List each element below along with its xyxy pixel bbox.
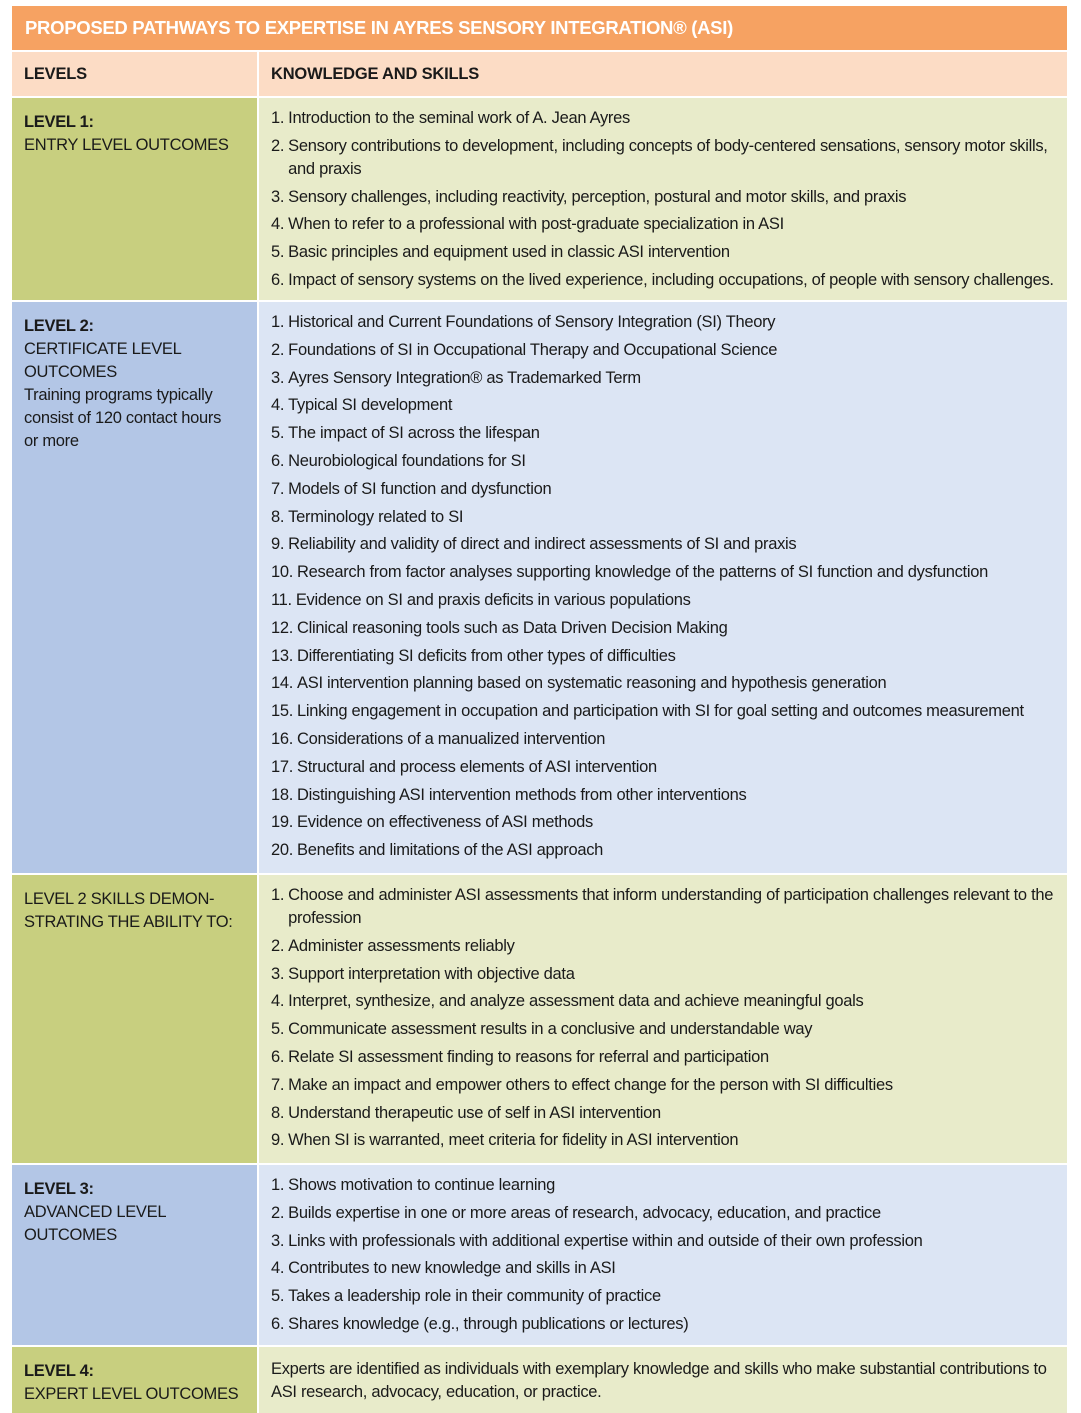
list-item bbox=[271, 135, 1057, 181]
item-text: Links with professionals with additional expertise within and outside of their own profession bbox=[288, 1231, 923, 1250]
items-cell bbox=[259, 1165, 1067, 1345]
item-number: 7. bbox=[271, 479, 285, 498]
items-cell bbox=[259, 98, 1067, 300]
item-text: Research from factor analyses supporting knowledge of the patterns of SI function and dysfunction bbox=[297, 563, 988, 582]
item-number: 3. bbox=[271, 368, 285, 387]
item-text: When to refer to a professional with post-graduate specialization in ASI bbox=[288, 215, 784, 234]
item-text: Ayres Sensory Integration® as Trademarked Term bbox=[288, 368, 641, 387]
item-text: Choose and administer ASI assessments that inform understanding of participation challenges relevant to the profession bbox=[288, 886, 1054, 927]
item-number: 2. bbox=[271, 1203, 285, 1222]
list-item bbox=[271, 269, 1057, 292]
list-item bbox=[271, 1102, 1057, 1125]
items-cell bbox=[259, 875, 1067, 1163]
item-text: Clinical reasoning tools such as Data Driven Decision Making bbox=[297, 618, 728, 637]
item-text: Introduction to the seminal work of A. Jean Ayres bbox=[288, 109, 630, 127]
list-item bbox=[271, 1257, 1057, 1280]
level-title: LEVEL 3: bbox=[24, 1180, 94, 1198]
list-item bbox=[271, 450, 1057, 473]
level-cell bbox=[12, 302, 259, 873]
item-text: The impact of SI across the lifespan bbox=[288, 424, 540, 443]
item-text: Support interpretation with objective data bbox=[288, 964, 575, 983]
item-number: 8. bbox=[271, 1103, 285, 1122]
level-cell bbox=[12, 875, 259, 1163]
item-text: Distinguishing ASI intervention methods from other interventions bbox=[297, 785, 747, 804]
list-item bbox=[271, 700, 1057, 723]
item-number: 1. bbox=[271, 109, 285, 127]
list-item bbox=[271, 811, 1057, 834]
item-text: Shares knowledge (e.g., through publications or lectures) bbox=[288, 1314, 689, 1333]
level-line: STRATING THE ABILITY TO: bbox=[24, 913, 233, 931]
table-row-level-4 bbox=[12, 1347, 1067, 1413]
item-text: Make an impact and empower others to effect change for the person with SI difficulties bbox=[288, 1075, 893, 1094]
item-number: 6. bbox=[271, 270, 285, 289]
item-text: Interpret, synthesize, and analyze assessment data and achieve meaningful goals bbox=[288, 992, 864, 1011]
item-text: Builds expertise in one or more areas of research, advocacy, education, and practice bbox=[288, 1203, 881, 1222]
item-number: 5. bbox=[271, 243, 285, 262]
item-text: Sensory challenges, including reactivity, perception, postural and motor skills, and praxis bbox=[288, 187, 907, 206]
item-text: Evidence on effectiveness of ASI methods bbox=[297, 813, 593, 832]
list-item bbox=[271, 1174, 1057, 1197]
item-number: 9. bbox=[271, 1131, 285, 1150]
level-title: LEVEL 2: bbox=[24, 317, 94, 335]
item-number: 5. bbox=[271, 424, 285, 443]
list-item bbox=[271, 990, 1057, 1013]
table-row-level-2-skills bbox=[12, 875, 1067, 1165]
item-number: 3. bbox=[271, 187, 285, 206]
list-item bbox=[271, 617, 1057, 640]
list-item bbox=[271, 1018, 1057, 1041]
level-line: LEVEL 2 SKILLS DEMON- bbox=[24, 890, 215, 908]
level-line: ADVANCED LEVEL OUTCOMES bbox=[24, 1203, 166, 1244]
item-text: Sensory contributions to development, including concepts of body-centered sensations, sensory motor skills, and praxis bbox=[288, 136, 1048, 178]
list-item bbox=[271, 241, 1057, 264]
list-item bbox=[271, 1230, 1057, 1253]
item-number: 19. bbox=[271, 813, 294, 832]
item-number: 4. bbox=[271, 992, 285, 1011]
item-text: Models of SI function and dysfunction bbox=[288, 479, 552, 498]
item-text: Impact of sensory systems on the lived experience, including occupations, of people with sensory challenges. bbox=[288, 270, 1054, 289]
item-number: 1. bbox=[271, 886, 285, 904]
item-number: 15. bbox=[271, 702, 294, 721]
list-item bbox=[271, 1313, 1057, 1336]
list-item bbox=[271, 1129, 1057, 1152]
list-item bbox=[271, 394, 1057, 417]
item-number: 16. bbox=[271, 729, 294, 748]
item-number: 20. bbox=[271, 841, 294, 860]
item-text: Historical and Current Foundations of Sensory Integration (SI) Theory bbox=[288, 313, 776, 331]
list-item bbox=[271, 728, 1057, 751]
list-item bbox=[271, 963, 1057, 986]
item-number: 13. bbox=[271, 646, 294, 665]
item-number: 9. bbox=[271, 535, 285, 554]
header-levels: LEVELS bbox=[12, 52, 259, 96]
level-line: ENTRY LEVEL OUTCOMES bbox=[24, 136, 229, 154]
item-number: 6. bbox=[271, 1314, 285, 1333]
list-item bbox=[271, 339, 1057, 362]
item-text: Shows motivation to continue learning bbox=[288, 1176, 555, 1194]
item-text: Communicate assessment results in a conclusive and understandable way bbox=[288, 1020, 813, 1039]
item-number: 1. bbox=[271, 313, 285, 331]
list-item bbox=[271, 839, 1057, 862]
item-text: Linking engagement in occupation and participation with SI for goal setting and outcomes measurement bbox=[297, 702, 1024, 721]
list-item bbox=[271, 645, 1057, 668]
list-item bbox=[271, 756, 1057, 779]
item-text: Takes a leadership role in their community of practice bbox=[288, 1287, 661, 1306]
header-knowledge-skills: KNOWLEDGE AND SKILLS bbox=[271, 65, 480, 83]
list-item bbox=[271, 589, 1057, 612]
list-item bbox=[271, 884, 1057, 930]
item-number: 8. bbox=[271, 507, 285, 526]
item-text: Structural and process elements of ASI intervention bbox=[297, 757, 657, 776]
level-cell bbox=[12, 98, 259, 300]
list-item bbox=[271, 213, 1057, 236]
item-number: 5. bbox=[271, 1020, 285, 1039]
table-row-level-1 bbox=[12, 98, 1067, 302]
list-item bbox=[271, 478, 1057, 501]
item-text: Typical SI development bbox=[288, 396, 453, 415]
item-number: 2. bbox=[271, 340, 285, 359]
expert-description: Experts are identified as individuals with exemplary knowledge and skills who make substantial contributions to ASI research, advocacy, education, or practice. bbox=[271, 1360, 1047, 1401]
list-item bbox=[271, 935, 1057, 958]
item-number: 3. bbox=[271, 964, 285, 983]
level-cell bbox=[12, 1165, 259, 1345]
list-item bbox=[271, 533, 1057, 556]
level-line: EXPERT LEVEL OUTCOMES bbox=[24, 1385, 239, 1403]
table-row-level-3 bbox=[12, 1165, 1067, 1347]
item-number: 17. bbox=[271, 757, 294, 776]
item-number: 6. bbox=[271, 1047, 285, 1066]
level-line: or more bbox=[24, 432, 79, 450]
item-number: 18. bbox=[271, 785, 294, 804]
list-item bbox=[271, 186, 1057, 209]
item-number: 10. bbox=[271, 563, 294, 582]
item-number: 7. bbox=[271, 1075, 285, 1094]
list-item bbox=[271, 107, 1057, 130]
table-row-level-2 bbox=[12, 302, 1067, 875]
item-text: Neurobiological foundations for SI bbox=[288, 451, 526, 470]
table-title: PROPOSED PATHWAYS TO EXPERTISE IN AYRES SENSORY INTEGRATION® (ASI) bbox=[12, 6, 1067, 50]
list-item bbox=[271, 422, 1057, 445]
level-line: Training programs typically bbox=[24, 386, 213, 404]
item-number: 14. bbox=[271, 674, 294, 693]
item-text: Foundations of SI in Occupational Therapy and Occupational Science bbox=[288, 340, 778, 359]
item-text: Considerations of a manualized intervention bbox=[297, 729, 606, 748]
item-text: Differentiating SI deficits from other types of difficulties bbox=[297, 646, 676, 665]
item-number: 2. bbox=[271, 936, 285, 955]
item-number: 4. bbox=[271, 1259, 285, 1278]
pathways-table bbox=[12, 6, 1067, 1413]
item-text: Administer assessments reliably bbox=[288, 936, 515, 955]
item-text: Basic principles and equipment used in classic ASI intervention bbox=[288, 243, 730, 262]
table-header bbox=[12, 50, 1067, 98]
item-text: Reliability and validity of direct and indirect assessments of SI and praxis bbox=[288, 535, 797, 554]
item-number: 12. bbox=[271, 618, 294, 637]
list-item bbox=[271, 1202, 1057, 1225]
items-cell bbox=[259, 1347, 1067, 1413]
list-item bbox=[271, 367, 1057, 390]
level-line: consist of 120 contact hours bbox=[24, 409, 222, 427]
item-number: 4. bbox=[271, 215, 285, 234]
item-number: 4. bbox=[271, 396, 285, 415]
item-text: ASI intervention planning based on systematic reasoning and hypothesis generation bbox=[297, 674, 887, 693]
item-text: Benefits and limitations of the ASI approach bbox=[297, 841, 604, 860]
list-item bbox=[271, 1046, 1057, 1069]
list-item bbox=[271, 561, 1057, 584]
item-number: 2. bbox=[271, 136, 285, 155]
level-cell bbox=[12, 1347, 259, 1413]
list-item bbox=[271, 1074, 1057, 1097]
item-text: When SI is warranted, meet criteria for fidelity in ASI intervention bbox=[288, 1131, 739, 1150]
level-line: OUTCOMES bbox=[24, 363, 117, 381]
list-item bbox=[271, 506, 1057, 529]
item-number: 6. bbox=[271, 451, 285, 470]
item-text: Contributes to new knowledge and skills in ASI bbox=[288, 1259, 616, 1278]
level-title: LEVEL 1: bbox=[24, 113, 94, 131]
level-title: LEVEL 4: bbox=[24, 1362, 94, 1380]
list-item bbox=[271, 784, 1057, 807]
item-number: 11. bbox=[271, 590, 292, 609]
level-line: CERTIFICATE LEVEL bbox=[24, 340, 182, 358]
item-number: 3. bbox=[271, 1231, 285, 1250]
list-item bbox=[271, 672, 1057, 695]
item-text: Relate SI assessment finding to reasons for referral and participation bbox=[288, 1047, 769, 1066]
list-item bbox=[271, 311, 1057, 334]
items-cell bbox=[259, 302, 1067, 873]
item-text: Terminology related to SI bbox=[288, 507, 464, 526]
list-item bbox=[271, 1285, 1057, 1308]
item-number: 5. bbox=[271, 1287, 285, 1306]
item-number: 1. bbox=[271, 1176, 285, 1194]
item-text: Understand therapeutic use of self in ASI intervention bbox=[288, 1103, 661, 1122]
item-text: Evidence on SI and praxis deficits in various populations bbox=[295, 590, 691, 609]
